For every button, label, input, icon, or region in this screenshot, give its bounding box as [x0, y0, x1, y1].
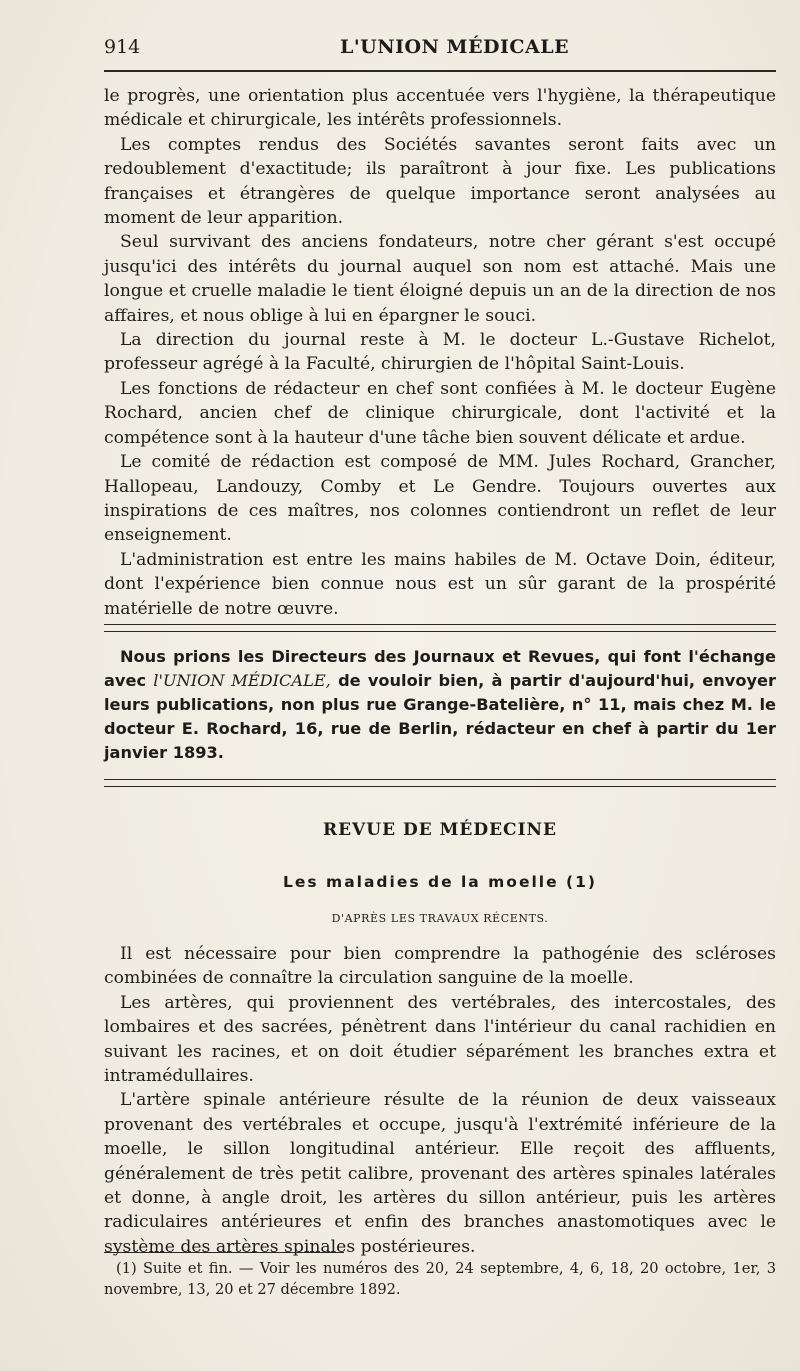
paragraph: Il est nécessaire pour bien comprendre la pathogénie des scléroses combinées de connaître la circulation sanguine de la moelle.: [104, 944, 776, 989]
footnote-rule: [104, 1252, 344, 1253]
footnote: [104, 1258, 776, 1300]
header-rule: [104, 70, 776, 72]
section-title: REVUE DE MÉDECINE: [322, 820, 558, 840]
notice-box: [104, 645, 776, 765]
article-subtitle: D'APRÈS LES TRAVAUX RÉCENTS.: [331, 912, 549, 925]
separator-rule: [104, 624, 776, 632]
paragraph: Le comité de rédaction est composé de MM. Jules Rochard, Grancher, Hallopeau, Landouzy, Comby et Le Gendre. Toujours ouvertes aux inspirations de ces maîtres, nos colonnes contiendront un reflet de leur enseignement.: [104, 452, 776, 546]
page-header: [104, 34, 776, 62]
separator-rule: [104, 779, 776, 787]
article-text: [104, 942, 776, 1259]
notice-journal-name: l'UNION MÉDICALE,: [153, 671, 331, 690]
paragraph: Les fonctions de rédacteur en chef sont confiées à M. le docteur Eugène Rochard, ancien chef de clinique chirurgicale, dont l'activité et la compétence sont à la hauteur d'une tâche bien souvent délicate et ardue.: [104, 378, 776, 448]
page-number: 914: [104, 36, 141, 58]
notice-text: [104, 645, 776, 765]
footnote-text: (1) Suite et fin. — Voir les numéros des 20, 24 septembre, 4, 6, 18, 20 octobre, 1er, 3 novembre, 13, 20 et 27 décembre 1892.: [104, 1260, 776, 1298]
paragraph: Les artères, qui proviennent des vertébrales, des intercostales, des lombaires et des sacrées, pénètrent dans l'intérieur du canal rachidien en suivant les racines, et on doit étudier séparément les branches extra et intramédullaires.: [104, 992, 776, 1087]
paragraph: Seul survivant des anciens fondateurs, notre cher gérant s'est occupé jusqu'ici des intérêts du journal auquel son nom est attaché. Mais une longue et cruelle maladie le tient éloigné depuis un an de la direction de nos affaires, et nous oblige à lui en épargner le souci.: [104, 232, 776, 326]
paragraph: L'administration est entre les mains habiles de M. Octave Doin, éditeur, dont l'expérience bien connue nous est un sûr garant de la prospérité matérielle de notre œuvre.: [104, 549, 776, 619]
paragraph: L'artère spinale antérieure résulte de la réunion de deux vaisseaux provenant des vertébrales et occupe, jusqu'à l'extrémité inférieure de la moelle, le sillon longitudinal antérieur. Elle reçoit des affluents, généralement de très petit calibre, provenant des artères spinales latérales et donne, à angle droit, les artères du sillon antérieur, puis les artères radiculaires antérieures et enfin des branches anastomotiques avec le système des artères spinales postérieures.: [104, 1090, 776, 1257]
paragraph: Les comptes rendus des Sociétés savantes seront faits avec un redoublement d'exactitude; ils paraîtront à jour fixe. Les publications françaises et étrangères de quelque importance seront analysées au moment de leur apparition.: [104, 134, 776, 229]
notice-part: de vouloir bien, à partir d'aujourd'hui, envoyer leurs publications, non plus rue Grange-Batelière, n° 11, mais chez M. le docteur E. Rochard, 16, rue de Berlin, rédacteur en chef à partir du 1er janvier 1893.: [104, 671, 776, 762]
journal-title: L'UNION MÉDICALE: [340, 36, 570, 58]
notice-part: Nous prions les Directeurs des Journaux et Revues, qui font l'échange avec: [104, 647, 776, 690]
editorial-text: [104, 84, 776, 621]
article-title: Les maladies de la moelle (1): [283, 873, 597, 891]
paragraph: le progrès, une orientation plus accentuée vers l'hygiène, la thérapeutique médicale et chirurgicale, les intérêts professionnels.: [104, 86, 776, 131]
paragraph: La direction du journal reste à M. le docteur L.-Gustave Richelot, professeur agrégé à la Faculté, chirurgien de l'hôpital Saint-Louis.: [104, 330, 776, 375]
